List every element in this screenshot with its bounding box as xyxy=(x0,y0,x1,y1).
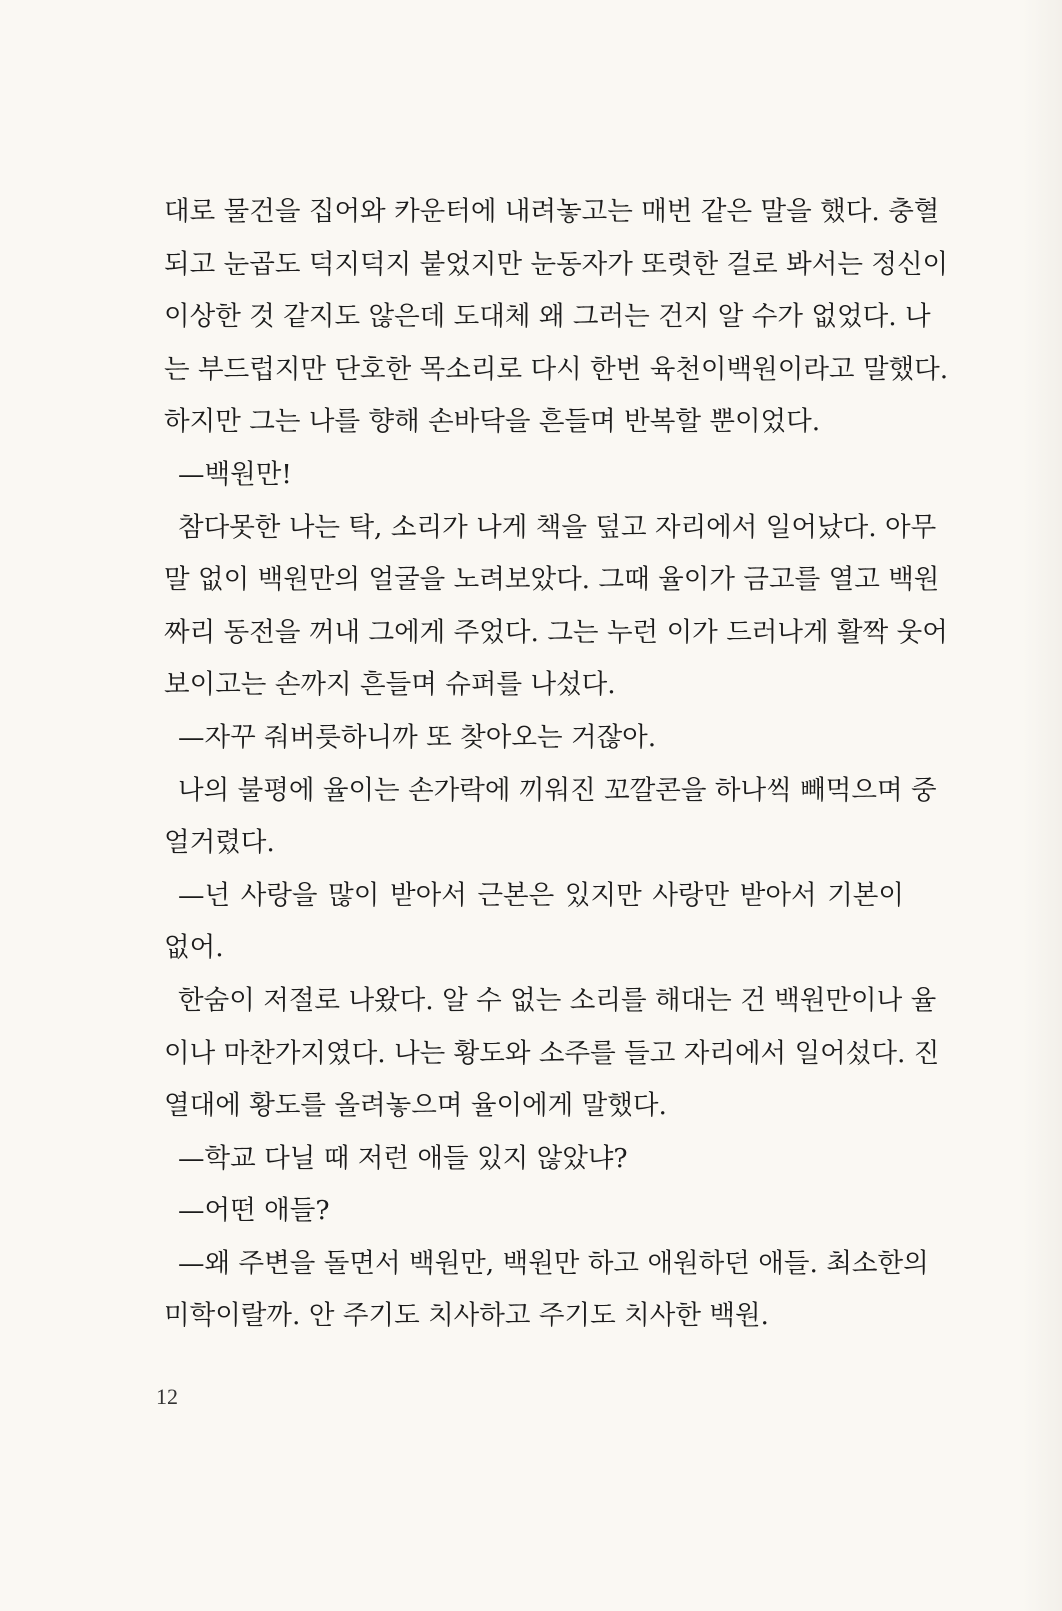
text-line: 하지만 그는 나를 향해 손바닥을 흔들며 반복할 뿐이었다. xyxy=(164,406,821,438)
text-line: 이나 마찬가지였다. 나는 황도와 소주를 들고 자리에서 일어섰다. 진 xyxy=(164,1037,940,1069)
text-line: 보이고는 손까지 흔들며 슈퍼를 나섰다. xyxy=(164,669,616,701)
text-line: 미학이랄까. 안 주기도 치사하고 주기도 치사한 백원. xyxy=(164,1300,769,1332)
text-line: 얼거렸다. xyxy=(164,827,275,859)
text-line: 짜리 동전을 꺼내 그에게 주었다. 그는 누런 이가 드러나게 활짝 웃어 xyxy=(164,616,948,648)
text-line: 말 없이 백원만의 얼굴을 노려보았다. 그때 율이가 금고를 열고 백원 xyxy=(164,564,940,596)
text-line: —자꾸 줘버릇하니까 또 찾아오는 거잖아. xyxy=(178,721,657,753)
body-text xyxy=(164,186,949,1343)
text-line: 없어. xyxy=(164,932,224,964)
text-line: —어떤 애들? xyxy=(178,1195,330,1227)
text-line: 대로 물건을 집어와 카운터에 내려놓고는 매번 같은 말을 했다. 충혈 xyxy=(164,196,940,227)
text-line: —백원만! xyxy=(178,458,292,490)
text-line: 열대에 황도를 올려놓으며 율이에게 말했다. xyxy=(164,1090,667,1122)
text-line: 한숨이 저절로 나왔다. 알 수 없는 소리를 해대는 건 백원만이나 율 xyxy=(178,984,937,1016)
text-line: —학교 다닐 때 저런 애들 있지 않았냐? xyxy=(178,1142,628,1174)
page-edge-shadow xyxy=(1022,0,1062,1611)
text-line: 나의 불평에 율이는 손가락에 끼워진 꼬깔콘을 하나씩 빼먹으며 중 xyxy=(178,774,937,806)
text-line: 참다못한 나는 탁, 소리가 나게 책을 덮고 자리에서 일어났다. 아무 xyxy=(178,511,937,543)
text-line: —왜 주변을 돌면서 백원만, 백원만 하고 애원하던 애들. 최소한의 xyxy=(178,1247,929,1279)
text-line: —넌 사랑을 많이 받아서 근본은 있지만 사랑만 받아서 기본이 xyxy=(178,879,904,911)
text-line: 이상한 것 같지도 않은데 도대체 왜 그러는 건지 알 수가 없었다. 나 xyxy=(164,301,931,333)
text-line: 되고 눈곱도 덕지덕지 붙었지만 눈동자가 또렷한 걸로 봐서는 정신이 xyxy=(164,248,949,280)
text-line: 는 부드럽지만 단호한 목소리로 다시 한번 육천이백원이라고 말했다. xyxy=(164,353,949,385)
page-number: 12 xyxy=(156,1384,178,1409)
